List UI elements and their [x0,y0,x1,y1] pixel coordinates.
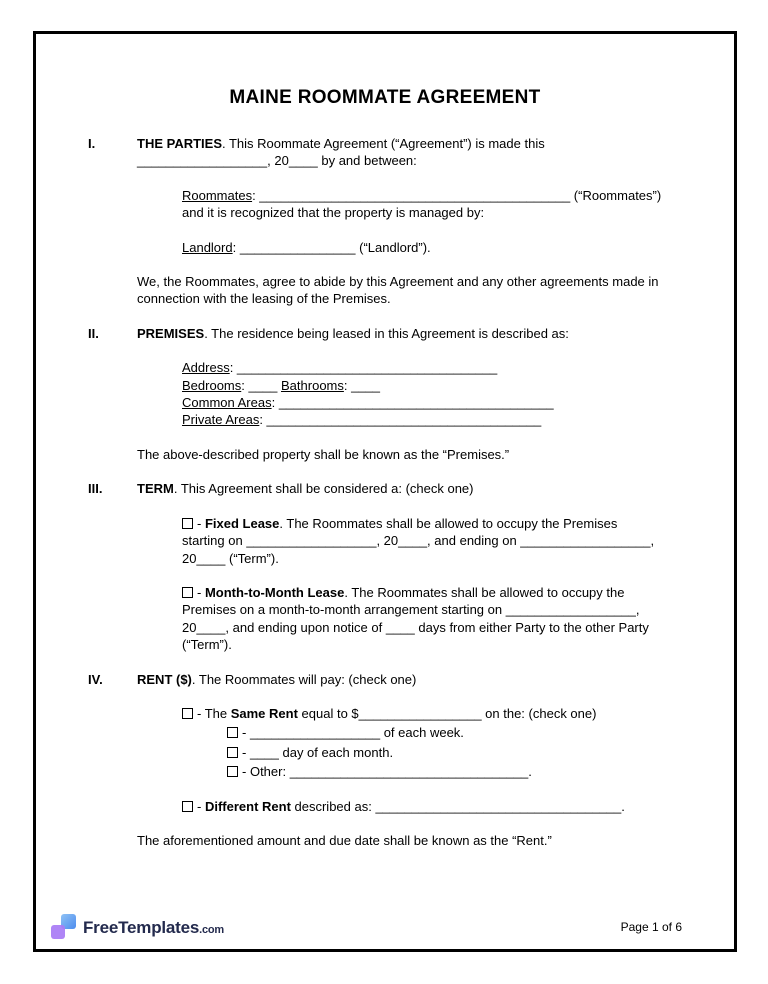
brand-tld: .com [199,923,225,936]
other-rent-text: Other: _________________________________. [249,764,532,780]
fixed-lease-label: Fixed Lease [204,515,280,531]
different-rent-checkbox[interactable] [182,801,193,812]
month-to-month-option [182,584,662,654]
roommates-line [182,187,662,204]
section-numeral: II. [88,325,99,341]
monthly-rent-text: ____ day of each month. [249,744,394,760]
premises-intro [137,325,662,342]
other-rent-checkbox[interactable] [227,766,238,777]
fixed-lease-option [182,515,662,567]
private-areas-line [182,411,662,428]
weekly-rent-dash: - [242,725,250,741]
other-rent-option [227,763,662,780]
page-indicator: Page 1 of 6 [620,920,682,934]
section-term [36,480,734,670]
document-page [33,31,737,952]
page-footer [51,910,682,944]
weekly-rent-text: __________________ of each week. [249,725,464,741]
same-rent-dash: - The [197,705,231,721]
common-areas-blank: : ______________________________________ [271,395,554,411]
monthly-rent-option [227,744,662,761]
term-intro-text: . This Agreement shall be considered a: (check one) [173,481,474,497]
common-areas-line [182,394,662,411]
rent-intro-text: . The Roommates will pay: (check one) [191,671,417,687]
monthly-rent-dash: - [242,744,250,760]
roommates-block [182,187,662,222]
bathrooms-blank: : ____ [343,377,381,393]
landlord-block [182,239,662,256]
same-rent-option [182,705,662,722]
rent-known-as: The aforementioned amount and due date shall be known as the “Rent.” [137,832,552,848]
agreement-paragraph: We, the Roommates, agree to abide by this Agreement and any other agreements made in connection with the leasing of the Premises. [137,274,659,307]
bedrooms-label: Bedrooms [182,377,242,393]
section-rent [36,671,734,867]
brand-name-text: FreeTemplates [83,917,200,937]
parties-heading: THE PARTIES [137,136,222,151]
month-to-month-checkbox[interactable] [182,587,193,598]
landlord-label: Landlord [182,239,233,255]
freetemplates-logo[interactable] [51,913,224,941]
fixed-lease-dash: - [197,515,205,531]
page-title: MAINE ROOMMATE AGREEMENT [229,87,541,108]
premises-known-as: The above-described property shall be known as the “Premises.” [137,446,510,462]
fixed-lease-checkbox[interactable] [182,518,193,529]
common-areas-label: Common Areas [182,395,272,411]
fixed-lease-text: . The Roommates shall be allowed to occupy the Premises starting on __________________, 20____, and ending on __________________, 20____ (“Term”). [182,515,655,566]
section-numeral: III. [88,481,103,497]
premises-fields [182,359,662,429]
address-label: Address [182,360,230,376]
different-rent-text: described as: __________________________________. [290,798,625,814]
bedrooms-blank: : ____ [241,377,282,393]
roommates-label: Roommates [182,187,253,203]
different-rent-dash: - [197,798,205,814]
same-rent-label: Same Rent [230,705,298,721]
brand-name [83,919,224,936]
month-to-month-text: . The Roommates shall be allowed to occupy the Premises on a month-to-month arrangement starting on __________________, 20____, and ending upon notice of ____ days from either Party to the other Party (“Term”). [182,584,649,653]
different-rent-label: Different Rent [204,798,291,814]
rent-intro [137,671,662,688]
parties-intro-text: . This Roommate Agreement (“Agreement”) is made this __________________, 20____ by and between: [137,136,545,169]
weekly-rent-checkbox[interactable] [227,727,238,738]
private-areas-label: Private Areas [182,412,260,428]
freetemplates-logo-icon [51,913,77,941]
roommates-blank: : ___________________________________________ (“Roommates”) [252,187,662,203]
private-areas-blank: : ______________________________________ [259,412,542,428]
rent-heading: RENT ($) [137,671,192,687]
landlord-line [182,239,662,256]
address-line [182,359,662,376]
same-rent-checkbox[interactable] [182,708,193,719]
bathrooms-label: Bathrooms [281,377,344,393]
bedrooms-bathrooms-line [182,377,662,394]
different-rent-option [182,798,662,815]
weekly-rent-option [227,724,662,741]
section-numeral: I. [88,136,96,151]
month-to-month-label: Month-to-Month Lease [204,584,345,600]
other-rent-dash: - [242,764,250,780]
section-premises [36,325,734,480]
address-blank: : ____________________________________ [229,360,498,376]
premises-intro-text: . The residence being leased in this Agreement is described as: [204,325,569,341]
landlord-blank: : ________________ (“Landlord”). [232,239,431,255]
section-numeral: IV. [88,671,103,687]
monthly-rent-checkbox[interactable] [227,747,238,758]
logo-purple-document-shape [51,925,65,939]
managed-by-line: and it is recognized that the property is managed by: [182,205,485,221]
parties-intro [137,135,662,170]
term-heading: TERM [137,481,174,497]
month-to-month-dash: - [197,584,205,600]
same-rent-text: equal to $_________________ on the: (check one) [297,705,597,721]
section-parties [36,135,734,325]
premises-heading: PREMISES [137,325,205,341]
term-intro [137,480,662,497]
